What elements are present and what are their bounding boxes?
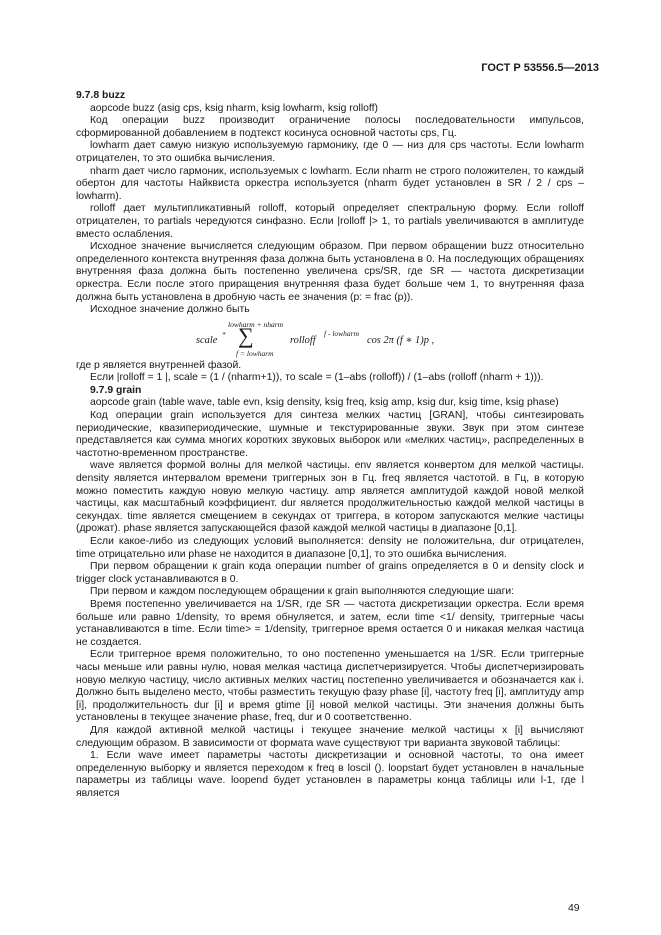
summation-icon: ∑ — [238, 322, 254, 348]
section-heading-grain: 9.7.9 grain — [90, 384, 142, 396]
formula-sum-upper: lowharm + nharm — [228, 319, 284, 329]
formula-term: rolloff — [290, 334, 316, 346]
paragraph: wave является формой волны для мелкой частицы. env является конвертом для мелкой частицы. density является интервалом времени триггерных зон в Гц. freq является частотой. в Гц, в которую можно поместить каждую новую мелкую частицу. amp является амплитудой каждой новой мелкой частицы, как масштабный коэффициент. dur является продолжительностью каждой мелкой частицы в секундах. time является смещением в секундах от триггера, в котором запускаются мелкие частицы (дрожат). phase является запускающейся фазой каждой мелкой частицы в диапазоне [0,1]. — [76, 460, 584, 535]
page-number: 49 — [568, 903, 580, 914]
scale-formula — [76, 319, 584, 357]
formula-asterisk: * — [222, 330, 226, 339]
paragraph: При первом обращении к grain кода операции number of grains определяется в 0 и density clock и trigger clock устанавливаются в 0. — [76, 561, 584, 585]
standard-designation: ГОСТ Р 53556.5—2013 — [481, 62, 599, 74]
paragraph: nharm дает число гармоник, используемых с lowharm. Если nharm не строго положителен, то каждый обертон для частоты Найквиста оркестра используется (nharm будет установлен в SR / 2 / cps – lowharm). — [76, 165, 584, 202]
paragraph: где p является внутренней фазой. — [76, 359, 242, 371]
paragraph: Код операции buzz производит ограничение полосы последовательности импульсов, сформированной добавлением в подтекст косинуса основной частоты cps, Гц. — [76, 115, 584, 139]
paragraph: При первом и каждом последующем обращении к grain выполняются следующие шаги: — [90, 586, 515, 598]
paragraph: Исходное значение вычисляется следующим образом. При первом обращении buzz относительно определенного контекста внутренняя фаза должна быть установлена в 0. На последующих обращениях внутренняя фаза должна быть постепенно увеличена cps/SR, где SR — частота дискретизации оркестра. Если после этого приращения внутренняя фаза будет больше чем 1, то внутренняя фаза должна быть установлена в дробную часть ее значения (p: = frac (p)). — [76, 241, 584, 303]
paragraph: Если триггерное время положительно, то оно постепенно уменьшается на 1/SR. Если триггерные часы меньше или равны нулю, новая мелкая частица диспетчеризируется. Чтобы диспетчеризировать новую мелкую частицу, число активных мелких частиц постепенно увеличивается и обозначается как i. Должно быть выделено место, чтобы разместить текущую фазу phase [i], частоту freq [i], амплитуду amp [i], продолжительность dur [i] и время gtime [i] новой мелкой частицы. Эти значения должны быть установлены в текущее значение phase, freq, dur и 0 соответственно. — [76, 649, 584, 724]
buzz-signature: aopcode buzz (asig cps, ksig nharm, ksig lowharm, ksig rolloff) — [90, 102, 378, 114]
formula-exponent: f - lowharm — [324, 328, 360, 338]
paragraph: Исходное значение должно быть — [90, 304, 250, 316]
paragraph: lowharm дает самую низкую используемую гармонику, где 0 — низ для cps частоты. Если lowharm отрицателен, то это ошибка вычисления. — [76, 140, 584, 164]
page-body — [76, 90, 584, 800]
paragraph: Время постепенно увеличивается на 1/SR, где SR — частота дискретизации оркестра. Если время больше или равно 1/density, то время обнуляется, и затем, если time <1/ density, триггерные часы устанавливаются в time. Если time> = 1/density, триггерное время остается 0 и никакая мелкая частица не создается. — [76, 598, 584, 648]
paragraph: Код операции grain используется для синтеза мелких частиц [GRAN], чтобы синтезировать периодические, квазипериодические, шумные и текстурированные звуки. Звук при этом синтезе представляется как сумма многих коротких звуковых выборок или «мелких частиц», распределенных в частотно-временном пространстве. — [76, 410, 584, 459]
grain-signature: aopcode grain (table wave, table evn, ksig density, ksig freq, ksig amp, ksig dur, ksig time, ksig phase) — [90, 397, 559, 409]
paragraph: Если какое-либо из следующих условий выполняется: density не положительна, dur отрицателен, time отрицательно или phase не находится в диапазоне [0,1], то это ошибка вычисления. — [76, 536, 584, 560]
formula-cos: cos 2π (f ∗ 1)p , — [367, 334, 435, 346]
section-heading-buzz: 9.7.8 buzz — [76, 90, 126, 101]
paragraph: Для каждой активной мелкой частицы i текущее значение мелкой частицы x [i] вычисляют следующим образом. В зависимости от формата wave существуют три варианта звуковой таблицы: — [76, 724, 584, 749]
formula-scale: scale — [196, 334, 218, 346]
paragraph: rolloff дает мультипликативный rolloff, который определяет спектральную форму. Если rolloff отрицателен, то partials чередуются синфазно. Если |rolloff |> 1, то partials увеличиваются в амплитуде вместо ослабления. — [76, 203, 584, 240]
paragraph: Если |rolloff = 1 |, scale = (1 / (nharm+1)), то scale = (1–abs (rolloff)) / (1–abs (rolloff (nharm + 1))). — [90, 372, 544, 384]
paragraph: 1. Если wave имеет параметры частоты дискретизации и основной частоты, то она имеет определенную выборку и является переходом к freq в loscil (). loopstart будет установлен в начальные параметры из таблицы wave. loopend будет установлен в параметры конца таблицы или l-1, где l является — [76, 750, 584, 799]
formula-sum-lower: f = lowharm — [236, 348, 274, 358]
